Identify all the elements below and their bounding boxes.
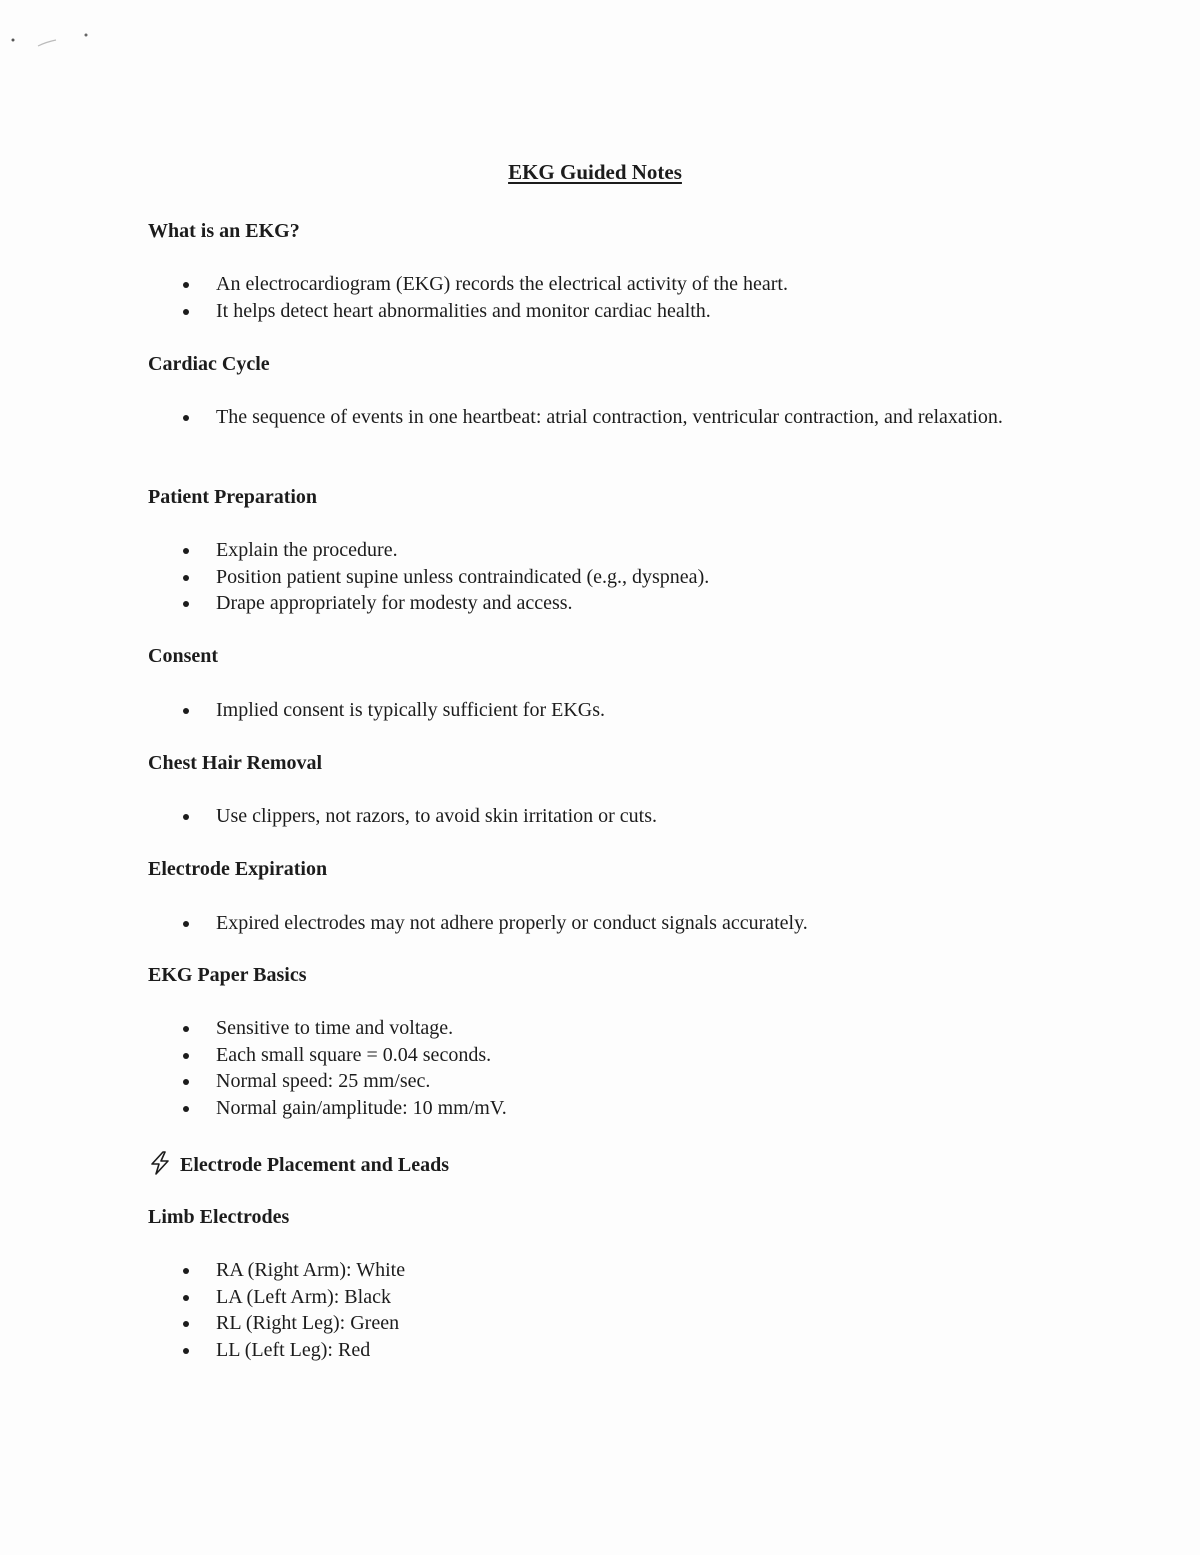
section-heading-what-is-ekg: What is an EKG?	[148, 220, 300, 242]
bullet-icon	[183, 1079, 189, 1085]
list-item: Drape appropriately for modesty and access.	[183, 590, 1063, 617]
bullet-list-consent	[183, 697, 1063, 724]
list-item: Position patient supine unless contraindicated (e.g., dyspnea).	[183, 564, 1063, 591]
list-item: LA (Left Arm): Black	[183, 1284, 1063, 1311]
bullet-list-ekg-paper-basics	[183, 1015, 1063, 1121]
bullet-icon	[183, 415, 189, 421]
scan-artifact	[8, 28, 98, 58]
bullet-list-what-is-ekg	[183, 271, 1063, 324]
list-item: RA (Right Arm): White	[183, 1257, 1063, 1284]
bullet-list-cardiac-cycle	[183, 404, 1063, 431]
bullet-icon	[183, 814, 189, 820]
list-item: RL (Right Leg): Green	[183, 1310, 1063, 1337]
list-item: Each small square = 0.04 seconds.	[183, 1042, 1063, 1069]
section-heading-ekg-paper-basics: EKG Paper Basics	[148, 964, 307, 986]
bullet-icon	[183, 708, 189, 714]
list-item: Use clippers, not razors, to avoid skin irritation or cuts.	[183, 803, 1063, 830]
section-heading-cardiac-cycle: Cardiac Cycle	[148, 353, 270, 375]
bullet-icon	[183, 1295, 189, 1301]
section-heading-electrode-expiration: Electrode Expiration	[148, 858, 328, 880]
list-item: LL (Left Leg): Red	[183, 1337, 1063, 1364]
bullet-icon	[183, 1268, 189, 1274]
list-item: It helps detect heart abnormalities and monitor cardiac health.	[183, 298, 1063, 325]
bullet-icon	[183, 575, 189, 581]
list-item: An electrocardiogram (EKG) records the electrical activity of the heart.	[183, 271, 1063, 298]
bullet-icon	[183, 601, 189, 607]
list-item: Explain the procedure.	[183, 537, 1063, 564]
section-heading-patient-preparation: Patient Preparation	[148, 486, 318, 508]
bullet-list-limb-electrodes	[183, 1257, 1063, 1363]
bullet-icon	[183, 282, 189, 288]
bullet-icon	[183, 1106, 189, 1112]
list-item: Normal gain/amplitude: 10 mm/mV.	[183, 1095, 1063, 1122]
bullet-list-electrode-expiration	[183, 910, 1063, 937]
section-heading-electrode-placement: Electrode Placement and Leads	[148, 1151, 449, 1177]
page-title: EKG Guided Notes	[508, 160, 682, 184]
list-item: The sequence of events in one heartbeat: atrial contraction, ventricular contraction, and relaxation.	[183, 404, 1063, 431]
list-item: Expired electrodes may not adhere properly or conduct signals accurately.	[183, 910, 1063, 937]
section-heading-chest-hair-removal: Chest Hair Removal	[148, 752, 323, 774]
bullet-icon	[183, 548, 189, 554]
bullet-icon	[183, 1026, 189, 1032]
list-item: Sensitive to time and voltage.	[183, 1015, 1063, 1042]
section-heading-limb-electrodes: Limb Electrodes	[148, 1206, 290, 1228]
bullet-list-patient-preparation	[183, 537, 1063, 617]
lightning-bolt-icon	[148, 1151, 172, 1175]
section-heading-consent: Consent	[148, 645, 219, 667]
list-item: Implied consent is typically sufficient for EKGs.	[183, 697, 1063, 724]
bullet-list-chest-hair-removal	[183, 803, 1063, 830]
bullet-icon	[183, 1053, 189, 1059]
bullet-icon	[183, 1348, 189, 1354]
bullet-icon	[183, 309, 189, 315]
bullet-icon	[183, 921, 189, 927]
bullet-icon	[183, 1321, 189, 1327]
list-item: Normal speed: 25 mm/sec.	[183, 1068, 1063, 1095]
